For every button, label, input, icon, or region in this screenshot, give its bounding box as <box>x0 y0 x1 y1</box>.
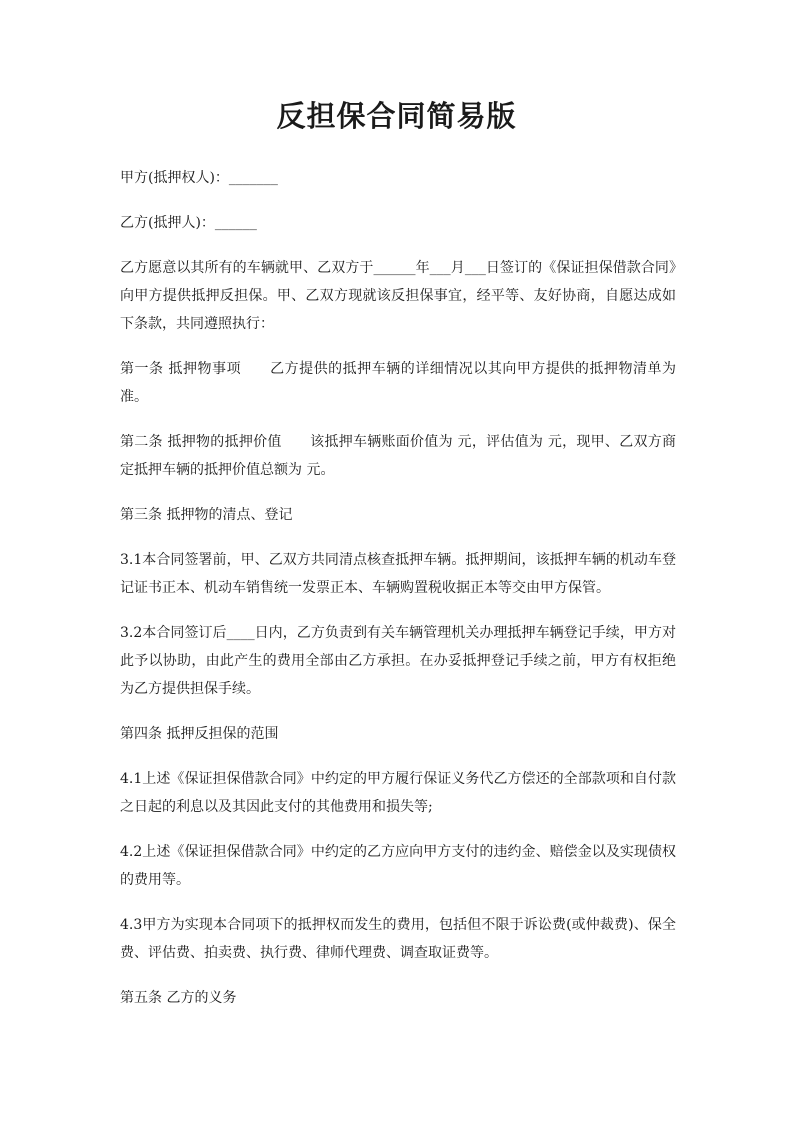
party-a-line: 甲方(抵押权人)：_______ <box>120 170 278 186</box>
clause-3-2-paragraph: 3.2本合同签订后____日内，乙方负责到有关车辆管理机关办理抵押车辆登记手续，甲方对此予以协助，由此产生的费用全部由乙方承担。在办妥抵押登记手续之前，甲方有权拒绝为乙方提供担保手续。 <box>120 625 676 697</box>
document-body <box>120 164 676 1029</box>
clause-4-2-paragraph: 4.2上述《保证担保借款合同》中约定的乙方应向甲方支付的违约金、赔偿金以及实现债权的费用等。 <box>120 844 676 888</box>
article-3-heading: 第三条 抵押物的清点、登记 <box>120 507 293 523</box>
document-title: 反担保合同简易版 <box>276 99 517 133</box>
clause-4-1-paragraph: 4.1上述《保证担保借款合同》中约定的甲方履行保证义务代乙方偿还的全部款项和自付款之日起的利息以及其因此支付的其他费用和损失等; <box>120 771 676 815</box>
party-b-line: 乙方(抵押人)：______ <box>120 215 257 231</box>
preamble-paragraph: 乙方愿意以其所有的车辆就甲、乙双方于______年___月___日签订的《保证担保借款合同》向甲方提供抵押反担保。甲、乙双方现就该反担保事宜，经平等、友好协商，自愿达成如下条款，共同遵照执行： <box>120 260 676 332</box>
article-4-heading: 第四条 抵押反担保的范围 <box>120 726 279 742</box>
article-2-paragraph: 第二条 抵押物的抵押价值 该抵押车辆账面价值为 元，评估值为 元，现甲、乙双方商定抵押车辆的抵押价值总额为 元。 <box>120 434 676 478</box>
article-1-paragraph: 第一条 抵押物事项 乙方提供的抵押车辆的详细情况以其向甲方提供的抵押物清单为准。 <box>120 361 676 405</box>
clause-4-3-paragraph: 4.3甲方为实现本合同项下的抵押权而发生的费用，包括但不限于诉讼费(或仲裁费)、保全费、评估费、拍卖费、执行费、律师代理费、调查取证费等。 <box>120 917 676 961</box>
article-5-heading: 第五条 乙方的义务 <box>120 990 237 1006</box>
clause-3-1-paragraph: 3.1本合同签署前，甲、乙双方共同清点核查抵押车辆。抵押期间，该抵押车辆的机动车登记证书正本、机动车销售统一发票正本、车辆购置税收据正本等交由甲方保管。 <box>120 552 676 596</box>
